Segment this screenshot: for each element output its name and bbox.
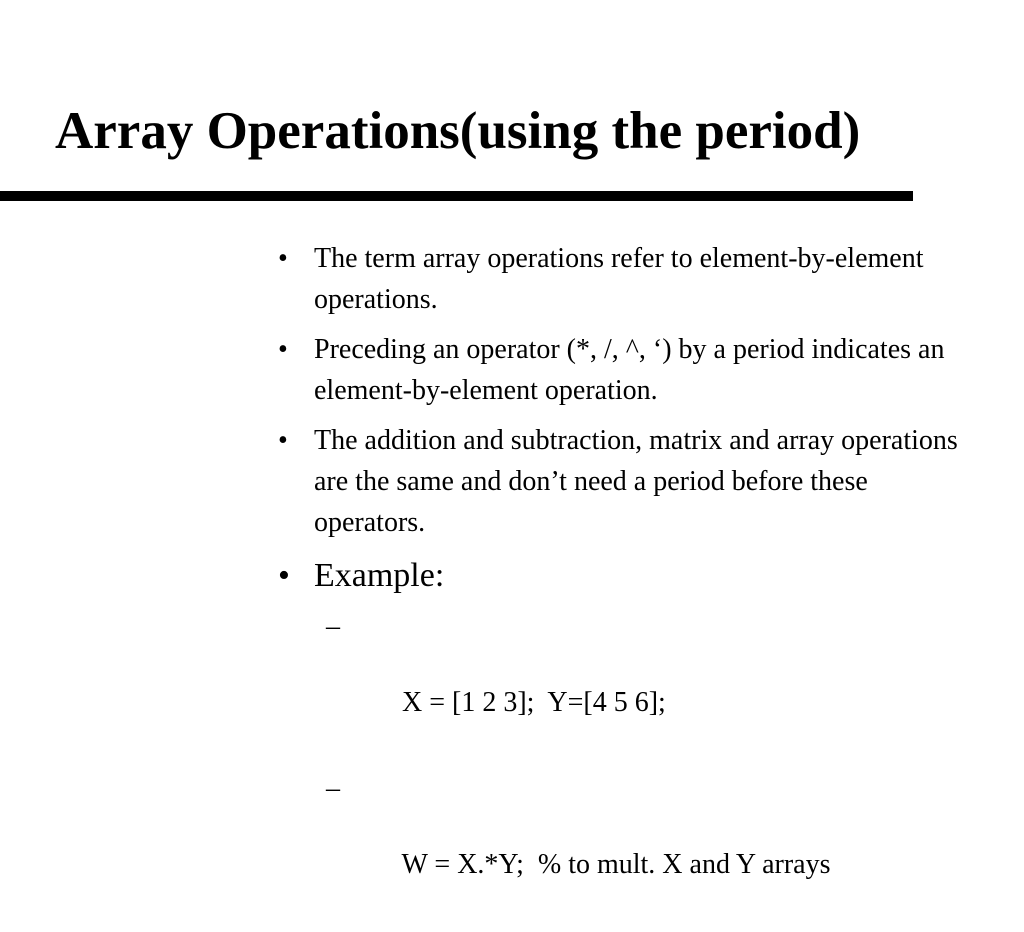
slide-title: Array Operations(using the period) — [55, 102, 861, 160]
example-list — [278, 608, 998, 932]
bullet-marker: • — [278, 425, 288, 456]
example-code: W = X.*Y; % to mult. X and Y arrays — [401, 849, 831, 880]
sub-bullet-marker: – — [326, 611, 340, 642]
bullet-text: Preceding an operator (*, /, ^, ‘) by a period indicates an element-by-element operation. — [314, 334, 945, 406]
bullet-item — [278, 420, 978, 543]
bullet-text: Example: — [314, 557, 445, 594]
bullet-item-example — [278, 555, 978, 597]
bullet-text: The addition and subtraction, matrix and array operations are the same and don’t need a period before these operators. — [314, 425, 958, 538]
bullet-item — [278, 329, 978, 411]
title-divider — [0, 191, 913, 201]
example-code: X = [1 2 3]; Y=[4 5 6]; — [402, 687, 666, 718]
sub-bullet-marker: – — [326, 773, 340, 804]
example-line — [326, 770, 998, 922]
bullet-marker: • — [278, 243, 288, 274]
bullet-item — [278, 238, 978, 320]
bullet-text: The term array operations refer to element-by-element operations. — [314, 243, 924, 315]
bullet-marker: • — [278, 557, 290, 594]
example-line — [326, 608, 998, 760]
bullet-list — [278, 238, 978, 603]
bullet-marker: • — [278, 334, 288, 365]
